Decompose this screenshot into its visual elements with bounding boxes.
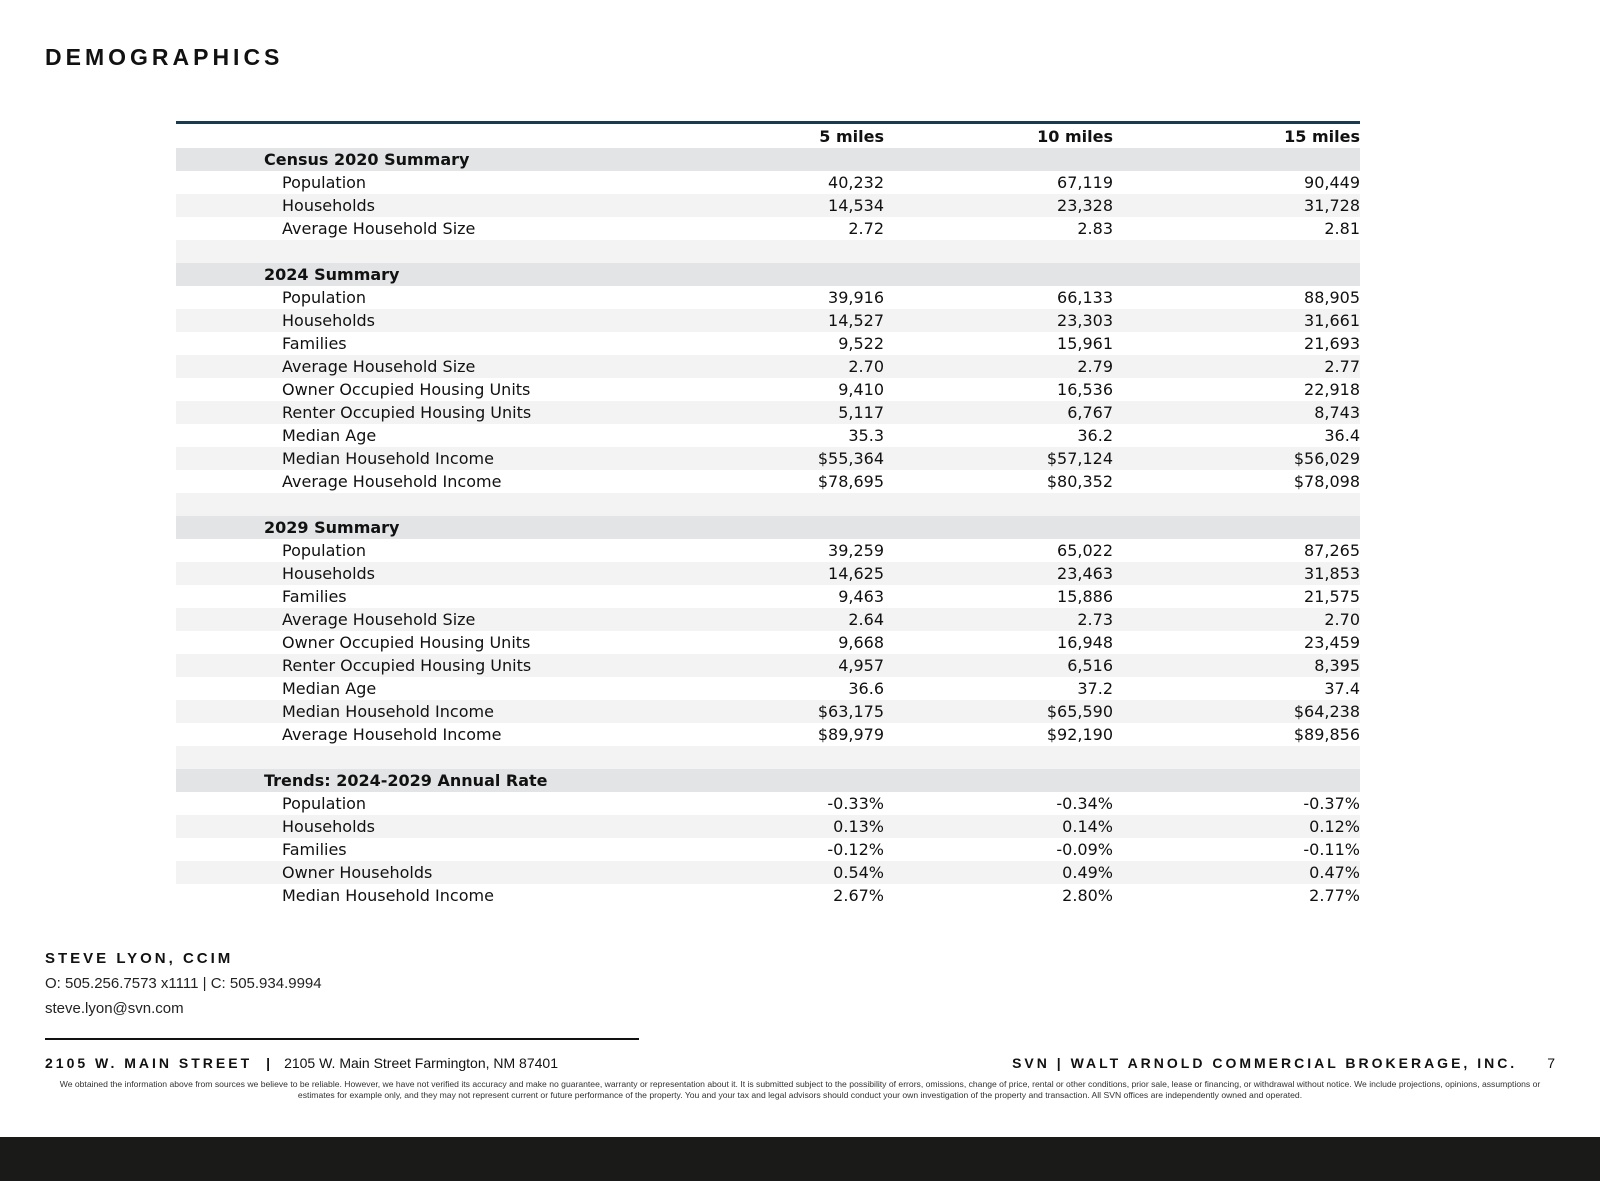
row-label: Median Household Income: [282, 886, 494, 905]
column-header-10-miles: 10 miles: [1037, 127, 1113, 146]
row-label: Owner Occupied Housing Units: [282, 380, 531, 399]
row-value-col2: 16,536: [1057, 380, 1113, 399]
table-row: [176, 861, 1360, 884]
section-spacer: [176, 746, 1360, 769]
row-value-col1: -0.12%: [827, 840, 884, 859]
row-value-col3: 2.77%: [1309, 886, 1360, 905]
row-value-col3: 2.81: [1324, 219, 1360, 238]
row-label: Families: [282, 840, 347, 859]
section-title: Trends: 2024-2029 Annual Rate: [264, 771, 548, 790]
section-header-row: [176, 516, 1360, 539]
row-value-col2: 37.2: [1077, 679, 1113, 698]
row-label: Owner Occupied Housing Units: [282, 633, 531, 652]
row-label: Renter Occupied Housing Units: [282, 656, 532, 675]
footer-company: SVN | WALT ARNOLD COMMERCIAL BROKERAGE, INC.: [1012, 1055, 1518, 1071]
row-value-col2: 15,961: [1057, 334, 1113, 353]
row-value-col2: -0.09%: [1056, 840, 1113, 859]
table-row: [176, 194, 1360, 217]
row-value-col2: 66,133: [1057, 288, 1113, 307]
row-value-col2: 2.79: [1077, 357, 1113, 376]
row-label: Population: [282, 173, 367, 192]
row-value-col2: 0.14%: [1062, 817, 1113, 836]
row-value-col1: 4,957: [838, 656, 884, 675]
section-header-row: [176, 263, 1360, 286]
table-header-row: [176, 124, 1360, 148]
row-value-col1: $55,364: [817, 449, 884, 468]
row-value-col3: -0.37%: [1303, 794, 1360, 813]
page-number: 7: [1547, 1055, 1555, 1071]
table-row: [176, 608, 1360, 631]
row-label: Median Age: [282, 679, 377, 698]
table-row: [176, 286, 1360, 309]
row-value-col3: 2.70: [1324, 610, 1360, 629]
row-value-col3: 37.4: [1324, 679, 1360, 698]
row-value-col2: -0.34%: [1056, 794, 1113, 813]
row-value-col3: 8,395: [1314, 656, 1360, 675]
table-row: [176, 332, 1360, 355]
row-value-col2: 2.80%: [1062, 886, 1113, 905]
row-value-col1: $63,175: [817, 702, 884, 721]
footer-separator: |: [266, 1055, 271, 1071]
row-value-col2: 16,948: [1057, 633, 1113, 652]
row-label: Households: [282, 196, 376, 215]
row-value-col1: 0.13%: [833, 817, 884, 836]
table-row: [176, 654, 1360, 677]
table-row: [176, 884, 1360, 907]
table-row: [176, 470, 1360, 493]
row-value-col3: 21,575: [1304, 587, 1360, 606]
row-value-col3: 87,265: [1304, 541, 1360, 560]
agent-email[interactable]: steve.lyon@svn.com: [45, 1000, 184, 1017]
row-value-col1: 2.72: [848, 219, 884, 238]
table-row: [176, 815, 1360, 838]
table-row: [176, 792, 1360, 815]
row-value-col2: 15,886: [1057, 587, 1113, 606]
row-label: Households: [282, 311, 376, 330]
row-value-col2: 23,303: [1057, 311, 1113, 330]
footer-address: 2105 W. Main Street Farmington, NM 87401: [284, 1055, 558, 1071]
row-value-col2: 23,463: [1057, 564, 1113, 583]
table-row: [176, 539, 1360, 562]
row-value-col1: 0.54%: [833, 863, 884, 882]
row-value-col2: $57,124: [1046, 449, 1113, 468]
section-spacer: [176, 240, 1360, 263]
footer-company-block: [1012, 1055, 1555, 1071]
row-label: Average Household Size: [282, 219, 476, 238]
row-label: Median Household Income: [282, 449, 494, 468]
table-row: [176, 401, 1360, 424]
row-label: Average Household Income: [282, 725, 502, 744]
row-value-col3: 22,918: [1304, 380, 1360, 399]
row-value-col3: 31,853: [1304, 564, 1360, 583]
row-label: Population: [282, 541, 367, 560]
row-value-col2: 6,516: [1067, 656, 1113, 675]
row-value-col3: $89,856: [1293, 725, 1360, 744]
row-value-col3: 2.77: [1324, 357, 1360, 376]
row-value-col1: 39,259: [828, 541, 884, 560]
page-title: DEMOGRAPHICS: [45, 44, 284, 70]
row-label: Average Household Size: [282, 610, 476, 629]
row-value-col3: 0.12%: [1309, 817, 1360, 836]
row-label: Families: [282, 587, 347, 606]
footer-property: [45, 1055, 558, 1071]
row-value-col1: 14,527: [828, 311, 884, 330]
row-value-col3: $64,238: [1293, 702, 1360, 721]
demographics-table: [176, 121, 1360, 907]
table-body: [176, 148, 1360, 907]
bottom-bar: [0, 1137, 1600, 1181]
row-value-col1: 9,463: [838, 587, 884, 606]
row-value-col3: 21,693: [1304, 334, 1360, 353]
row-value-col1: 39,916: [828, 288, 884, 307]
row-label: Families: [282, 334, 347, 353]
row-value-col2: $65,590: [1046, 702, 1113, 721]
section-header-row: [176, 769, 1360, 792]
row-value-col1: 2.67%: [833, 886, 884, 905]
row-value-col3: 31,661: [1304, 311, 1360, 330]
row-value-col2: 36.2: [1077, 426, 1113, 445]
row-value-col1: $78,695: [817, 472, 884, 491]
footer-rule: [45, 1038, 639, 1040]
row-label: Population: [282, 794, 367, 813]
table-row: [176, 723, 1360, 746]
row-value-col2: 6,767: [1067, 403, 1113, 422]
row-value-col1: 2.64: [848, 610, 884, 629]
row-value-col2: 0.49%: [1062, 863, 1113, 882]
row-label: Average Household Size: [282, 357, 476, 376]
column-header-5-miles: 5 miles: [819, 127, 884, 146]
agent-contact: [45, 950, 322, 1017]
row-value-col3: 23,459: [1304, 633, 1360, 652]
row-value-col1: 14,534: [828, 196, 884, 215]
row-label: Median Age: [282, 426, 377, 445]
section-title: 2029 Summary: [264, 518, 400, 537]
table-row: [176, 309, 1360, 332]
row-value-col1: 9,522: [838, 334, 884, 353]
row-value-col3: $56,029: [1293, 449, 1360, 468]
row-label: Renter Occupied Housing Units: [282, 403, 532, 422]
row-value-col1: 36.6: [848, 679, 884, 698]
row-label: Households: [282, 817, 376, 836]
table-row: [176, 217, 1360, 240]
section-spacer: [176, 493, 1360, 516]
row-label: Owner Households: [282, 863, 433, 882]
row-value-col2: 67,119: [1057, 173, 1113, 192]
row-value-col1: 9,410: [838, 380, 884, 399]
table-row: [176, 171, 1360, 194]
row-value-col2: $92,190: [1046, 725, 1113, 744]
row-value-col2: 65,022: [1057, 541, 1113, 560]
row-value-col2: 2.73: [1077, 610, 1113, 629]
table-row: [176, 447, 1360, 470]
footer-street-title: 2105 W. MAIN STREET: [45, 1055, 253, 1071]
agent-name: STEVE LYON, CCIM: [45, 950, 234, 967]
section-title: Census 2020 Summary: [264, 150, 470, 169]
column-header-15-miles: 15 miles: [1284, 127, 1360, 146]
row-value-col1: -0.33%: [827, 794, 884, 813]
table-row: [176, 424, 1360, 447]
table-row: [176, 677, 1360, 700]
row-value-col3: $78,098: [1293, 472, 1360, 491]
row-value-col1: 2.70: [848, 357, 884, 376]
row-value-col3: 88,905: [1304, 288, 1360, 307]
table-row: [176, 355, 1360, 378]
disclaimer: We obtained the information above from sources we believe to be reliable. However, we have not verified its accuracy and make no guarantee, warranty or representation about it. It is submitted subject to the possibility of errors, omissions, change of price, rental or other conditions, prior sale, lease or financing, or withdrawal without notice. We include projections, opinions, assumptions or estimates for example only, and they may not represent current or future performance of the property. You and your tax and legal advisors should conduct your own investigation of the property and transaction. All SVN offices are independently owned and operated.: [59, 1079, 1541, 1100]
row-value-col2: $80,352: [1046, 472, 1113, 491]
agent-phone: O: 505.256.7573 x1111 | C: 505.934.9994: [45, 975, 322, 992]
row-value-col3: -0.11%: [1303, 840, 1360, 859]
row-value-col1: 14,625: [828, 564, 884, 583]
row-value-col1: 9,668: [838, 633, 884, 652]
row-label: Average Household Income: [282, 472, 502, 491]
row-value-col1: 40,232: [828, 173, 884, 192]
row-label: Median Household Income: [282, 702, 494, 721]
table-row: [176, 562, 1360, 585]
row-value-col3: 36.4: [1324, 426, 1360, 445]
row-label: Population: [282, 288, 367, 307]
row-label: Households: [282, 564, 376, 583]
section-header-row: [176, 148, 1360, 171]
row-value-col3: 0.47%: [1309, 863, 1360, 882]
table-row: [176, 838, 1360, 861]
row-value-col3: 8,743: [1314, 403, 1360, 422]
row-value-col3: 90,449: [1304, 173, 1360, 192]
table-row: [176, 585, 1360, 608]
section-title: 2024 Summary: [264, 265, 400, 284]
row-value-col2: 2.83: [1077, 219, 1113, 238]
row-value-col1: $89,979: [817, 725, 884, 744]
table-row: [176, 631, 1360, 654]
table-row: [176, 378, 1360, 401]
row-value-col3: 31,728: [1304, 196, 1360, 215]
row-value-col1: 35.3: [848, 426, 884, 445]
row-value-col2: 23,328: [1057, 196, 1113, 215]
table-row: [176, 700, 1360, 723]
row-value-col1: 5,117: [838, 403, 884, 422]
